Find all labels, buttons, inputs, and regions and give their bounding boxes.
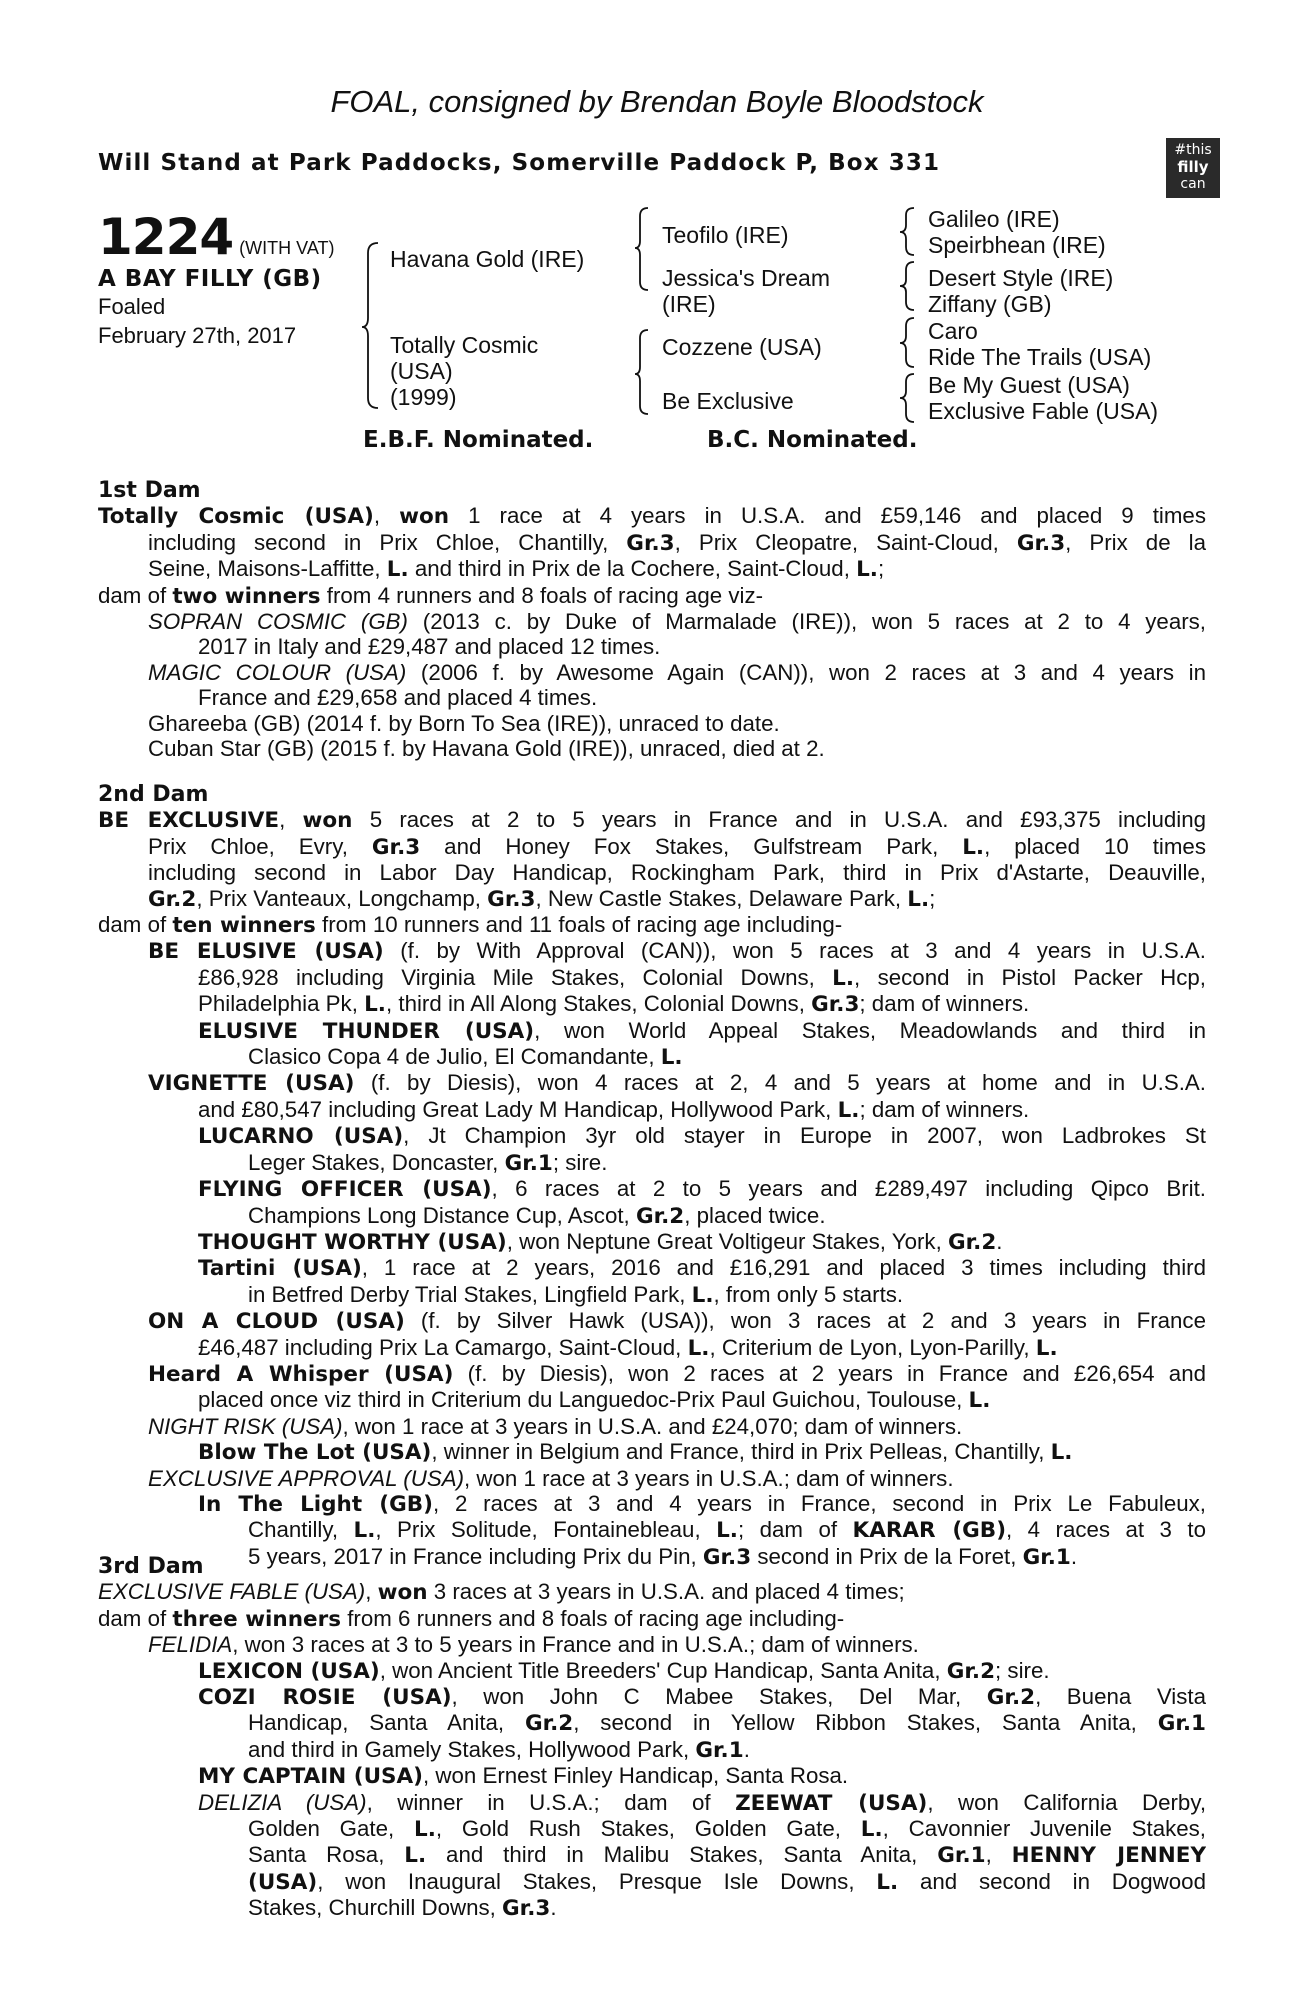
progeny-record: , winner in Belgium and France, third in Prix Pelleas, Chantilly, — [431, 1439, 1051, 1465]
vat-label: (WITH VAT) — [239, 238, 335, 258]
grade-label: Gr.3 — [811, 992, 860, 1018]
section-heading: 1st Dam — [98, 478, 201, 503]
progeny-record: (f. by Diesis), won 2 races at 2 years in France and £26,654 and — [453, 1360, 1206, 1386]
dam-name — [390, 332, 538, 410]
progeny-record: Leger Stakes, Doncaster, — [248, 1149, 505, 1175]
progeny-record: and second in Dogwood — [898, 1868, 1206, 1894]
race-record: , Prix de la — [1065, 529, 1206, 555]
progeny-record: , won Ancient Title Breeders' Cup Handicap, Santa Anita, — [379, 1657, 947, 1683]
listed-label: L. — [691, 1282, 714, 1308]
race-record: 3 races at 3 years in U.S.A. and placed 4 times; — [427, 1579, 905, 1605]
race-record: , placed 10 times — [984, 833, 1206, 859]
progeny-record: (2013 c. by Duke of Marmalade (IRE)), won 5 races at 2 to 4 years, — [407, 609, 1206, 635]
gen3-ancestor: Ziffany (GB) — [928, 291, 1052, 317]
progeny-record: , won 3 races at 3 to 5 years in France and in U.S.A.; dam of winners. — [232, 1632, 919, 1658]
listed-label: L. — [1050, 1440, 1073, 1466]
listed-label: L. — [404, 1843, 427, 1869]
progeny-name: EXCLUSIVE APPROVAL (USA) — [148, 1465, 464, 1491]
progeny-name: In The Light (GB) — [198, 1491, 433, 1517]
progeny-record: , won California Derby, — [927, 1789, 1206, 1815]
stand-location: Will Stand at Park Paddocks, Somerville Paddock P, Box 331 — [98, 150, 941, 176]
grade-label: Gr.2 — [986, 1685, 1036, 1711]
progeny-record: , won John C Mabee Stakes, Del Mar, — [451, 1684, 987, 1710]
ebf-nominated: E.B.F. Nominated. — [363, 427, 594, 453]
listed-label: L. — [860, 1817, 883, 1843]
progeny-name: VIGNETTE (USA) — [148, 1071, 355, 1097]
produce-summary: from 6 runners and 8 foals of racing age including- — [341, 1605, 845, 1631]
progeny-record: 2017 in Italy and £29,487 and placed 12 times. — [198, 634, 661, 660]
progeny-record: , Cavonnier Juvenile Stakes, — [882, 1816, 1206, 1842]
grade-label: Gr.3 — [702, 1544, 752, 1570]
progeny-name: (USA) — [248, 1869, 318, 1895]
progeny-record: and third in Gamely Stakes, Hollywood Park, — [248, 1736, 696, 1762]
progeny-record: , won Neptune Great Voltigeur Stakes, York, — [506, 1228, 948, 1254]
progeny-record: Stakes, Churchill Downs, — [248, 1895, 503, 1921]
gen3-ancestor: Ride The Trails (USA) — [928, 344, 1152, 370]
catalogue-heading: FOAL, consigned by Brendan Boyle Bloodstock — [330, 84, 984, 119]
race-record: including second in Labor Day Handicap, Rockingham Park, third in Prix d'Astarte, Deauville, — [148, 860, 1206, 886]
progeny-name: KARAR (GB) — [852, 1518, 1007, 1544]
progeny-record: ; dam of winners. — [859, 991, 1030, 1017]
sire-dam-line: (IRE) — [662, 291, 716, 317]
progeny-record: , 4 races at 3 to — [1006, 1517, 1206, 1543]
progeny-record: £86,928 including Virginia Mile Stakes, Colonial Downs, — [198, 964, 833, 990]
listed-label: L. — [1035, 1335, 1058, 1361]
progeny-name: HENNY JENNEY — [1011, 1843, 1206, 1869]
race-record: ; — [929, 885, 936, 911]
listed-label: L. — [386, 557, 409, 583]
grade-label: Gr.3 — [1016, 530, 1066, 556]
winners-count: two winners — [172, 583, 321, 609]
progeny-record: , 6 races at 2 to 5 years and £289,497 including Qipco Brit. — [491, 1176, 1206, 1202]
progeny-record: , second in Yellow Ribbon Stakes, Santa Anita, — [573, 1710, 1158, 1736]
listed-label: L. — [687, 1335, 710, 1361]
section-heading: 2nd Dam — [98, 782, 209, 807]
progeny-name: Heard A Whisper (USA) — [148, 1361, 454, 1387]
horse-name: A BAY FILLY (GB) — [98, 266, 322, 292]
badge-line: #this — [1174, 142, 1212, 158]
progeny-name: BE ELUSIVE (USA) — [148, 939, 384, 965]
progeny-record: . — [996, 1228, 1003, 1254]
progeny-record: , won Inaugural Stakes, Presque Isle Downs, — [317, 1868, 877, 1894]
sire-dam — [662, 265, 830, 317]
dam-name: Totally Cosmic (USA) — [98, 504, 374, 530]
listed-label: L. — [962, 834, 985, 860]
progeny-record: Philadelphia Pk, — [198, 991, 365, 1017]
dam-sire: Cozzene (USA) — [662, 334, 822, 360]
progeny-name: Blow The Lot (USA) — [198, 1440, 432, 1466]
third-dam-section: 3rd Dam EXCLUSIVE FABLE (USA), won 3 races at 3 years in U.S.A. and placed 4 times; dam of three winners from 6 runners and 8 foals of racing age including- FELIDIA, won 3 races at 3 to 5 years in France and in U.S.A.; dam of winners. LEXICON (USA), won Ancient Title Breeders' Cup Handicap, Santa Anita, Gr.2; sire. COZI ROSIE (USA), won John C Mabee Stakes, Del Mar, Gr.2, Buena Vista Handicap, Santa Anita, Gr.2, second in Yellow Ribbon Stakes, Santa Anita, Gr.1 and third in Gamely Stakes, Hollywood Park, Gr.1. MY CAPTAIN (USA), won Ernest Finley Handicap, Santa Rosa. DELIZIA (USA), winner in U.S.A.; dam of ZEEWAT (USA), won California Derby, Golden Gate, L., Gold Rush Stakes, Golden Gate, L., Cavonnier Juvenile Stakes, Santa Rosa, L. and third in Malibu Stakes, Santa Anita, Gr.1, HENNY JENNEY (USA), won Inaugural Stakes, Presque Isle Downs, L. and second in Dogwood Stakes, Churchill Downs, Gr.3. — [98, 1554, 1206, 1922]
progeny-record: , Prix Solitude, Fontainebleau, — [375, 1517, 717, 1543]
progeny-name: FLYING OFFICER (USA) — [198, 1177, 492, 1203]
progeny-record: . — [743, 1736, 750, 1762]
section-heading: 3rd Dam — [98, 1554, 204, 1579]
progeny-record: second in Prix de la Foret, — [751, 1543, 1023, 1569]
dam-name-line: Totally Cosmic — [390, 332, 539, 358]
race-record: , Prix Cleopatre, Saint-Cloud, — [674, 529, 1017, 555]
race-record: including second in Prix Chloe, Chantilly, — [148, 529, 627, 555]
gen3-ancestor: Be My Guest (USA) — [928, 372, 1130, 398]
grade-label: Gr.2 — [524, 1711, 574, 1737]
progeny-record: and third in Malibu Stakes, Santa Anita, — [426, 1842, 938, 1868]
grade-label: Gr.1 — [1157, 1711, 1206, 1737]
winners-count: ten winners — [172, 913, 316, 939]
race-record: , Prix Vanteaux, Longchamp, — [196, 885, 488, 911]
progeny-record: , Gold Rush Stakes, Golden Gate, — [435, 1816, 861, 1842]
progeny-record: Champions Long Distance Cup, Ascot, — [248, 1202, 636, 1228]
grade-label: Gr.3 — [502, 1896, 551, 1922]
listed-label: L. — [353, 1518, 376, 1544]
listed-label: L. — [968, 1388, 991, 1414]
sire-sire: Teofilo (IRE) — [662, 222, 789, 248]
gen3-ancestor: Desert Style (IRE) — [928, 265, 1114, 291]
progeny-record: (f. by Diesis), won 4 races at 2, 4 and 5 years at home and in U.S.A. — [354, 1070, 1206, 1096]
progeny-record: France and £29,658 and placed 4 times. — [198, 685, 598, 711]
progeny-record: ; sire. — [995, 1657, 1050, 1683]
listed-label: L. — [716, 1518, 738, 1544]
race-record: Seine, Maisons-Laffitte, — [148, 556, 387, 582]
grade-label: Gr.2 — [946, 1658, 996, 1684]
produce-summary: dam of — [98, 582, 173, 608]
listed-label: L. — [856, 557, 878, 583]
badge-line: filly — [1177, 158, 1209, 176]
race-record: 1 race at 4 years in U.S.A. and £59,146 and placed 9 times — [449, 503, 1206, 529]
progeny-record: (f. by Silver Hawk (USA)), won 3 races at 2 and 3 years in France — [404, 1308, 1206, 1334]
progeny-record: Cuban Star (GB) (2015 f. by Havana Gold (IRE)), unraced, died at 2. — [148, 736, 825, 762]
listed-label: L. — [907, 886, 930, 912]
progeny-record: , won World Appeal Stakes, Meadowlands and third in — [534, 1017, 1206, 1043]
progeny-record: ; dam of — [737, 1517, 853, 1543]
progeny-record: , won 1 race at 3 years in U.S.A. and £24,070; dam of winners. — [342, 1413, 963, 1439]
grade-label: Gr.2 — [947, 1229, 997, 1255]
progeny-name: SOPRAN COSMIC (GB) — [148, 609, 408, 635]
progeny-record: placed once viz third in Criterium du Languedoc-Prix Paul Guichou, Toulouse, — [198, 1387, 969, 1413]
progeny-record: , winner in U.S.A.; dam of — [366, 1789, 736, 1815]
dam-name-line: (USA) — [390, 358, 453, 384]
progeny-record: , Criterium de Lyon, Lyon-Parilly, — [709, 1334, 1036, 1360]
dam-name-line: (1999) — [390, 384, 457, 410]
progeny-record: , third in All Along Stakes, Colonial Downs, — [385, 991, 812, 1017]
dam-name: EXCLUSIVE FABLE (USA) — [98, 1579, 366, 1605]
produce-summary: from 10 runners and 11 foals of racing age including- — [315, 912, 843, 938]
gen3-ancestor: Exclusive Fable (USA) — [928, 398, 1159, 424]
grade-label: Gr.1 — [695, 1737, 744, 1763]
gen3-ancestor: Caro — [928, 318, 978, 344]
first-dam-section: 1st Dam Totally Cosmic (USA), won 1 race at 4 years in U.S.A. and £59,146 and placed 9 times including second in Prix Chloe, Chantilly, Gr.3, Prix Cleopatre, Saint-Cloud, Gr.3, Prix de la Seine, Maisons-Laffitte, L. and third in Prix de la Cochere, Saint-Cloud, L.; dam of two winners from 4 runners and 8 foals of racing age viz- SOPRAN COSMIC (GB) (2013 c. by Duke of Marmalade (IRE)), won 5 races at 2 to 4 years, 2017 in Italy and £29,487 and placed 12 times. MAGIC COLOUR (USA) (2006 f. by Awesome Again (CAN)), won 2 races at 3 and 4 years in France and £29,658 and placed 4 times. Ghareeba (GB) (2014 f. by Born To Sea (IRE)), unraced to date. Cuban Star (GB) (2015 f. by Havana Gold (IRE)), unraced, died at 2. — [98, 478, 1206, 762]
progeny-record: , Buena Vista — [1035, 1684, 1206, 1710]
progeny-name: ON A CLOUD (USA) — [148, 1309, 405, 1335]
progeny-record: £46,487 including Prix La Camargo, Saint-Cloud, — [198, 1334, 688, 1360]
listed-label: L. — [660, 1045, 683, 1071]
grade-label: Gr.3 — [487, 886, 536, 912]
listed-label: L. — [837, 1097, 860, 1123]
progeny-record: and £80,547 including Great Lady M Handicap, Hollywood Park, — [198, 1096, 838, 1122]
progeny-record: , second in Pistol Packer Hcp, — [854, 964, 1206, 990]
progeny-name: LEXICON (USA) — [198, 1658, 380, 1684]
progeny-name: MAGIC COLOUR (USA) — [148, 659, 407, 685]
progeny-name: THOUGHT WORTHY (USA) — [198, 1229, 507, 1255]
progeny-record: Chantilly, — [248, 1517, 354, 1543]
progeny-name: FELIDIA — [148, 1632, 233, 1658]
winners-count: three winners — [172, 1606, 342, 1632]
bc-nominated: B.C. Nominated. — [707, 427, 918, 453]
progeny-record: (f. by With Approval (CAN)), won 5 races at 3 and 4 years in U.S.A. — [383, 938, 1206, 964]
grade-label: Gr.3 — [626, 530, 675, 556]
race-record: Prix Chloe, Evry, — [148, 833, 372, 859]
progeny-record: ; sire. — [552, 1149, 608, 1175]
progeny-record: , won Ernest Finley Handicap, Santa Rosa. — [422, 1763, 849, 1789]
progeny-name: COZI ROSIE (USA) — [198, 1685, 452, 1711]
listed-label: L. — [832, 965, 855, 991]
grade-label: Gr.1 — [1022, 1544, 1071, 1570]
progeny-name: Tartini (USA) — [198, 1256, 362, 1282]
lot-number: 1224 — [98, 208, 234, 266]
progeny-record: Ghareeba (GB) (2014 f. by Born To Sea (IRE)), unraced to date. — [148, 710, 780, 736]
progeny-record: . — [550, 1895, 557, 1921]
progeny-record: in Betfred Derby Trial Stakes, Lingfield Park, — [248, 1281, 692, 1307]
grade-label: Gr.2 — [148, 886, 197, 912]
sire-dam-line: Jessica's Dream — [662, 265, 830, 291]
produce-summary: from 4 runners and 8 foals of racing age viz- — [320, 582, 764, 608]
produce-summary: dam of — [98, 912, 173, 938]
sire-name: Havana Gold (IRE) — [390, 246, 585, 272]
progeny-record: ; dam of winners. — [859, 1096, 1030, 1122]
progeny-record: , placed twice. — [684, 1202, 826, 1228]
progeny-record: (2006 f. by Awesome Again (CAN)), won 2 races at 3 and 4 years in — [406, 659, 1206, 685]
grade-label: Gr.2 — [635, 1203, 685, 1229]
won-label: won — [399, 504, 450, 530]
produce-summary: dam of — [98, 1605, 173, 1631]
grade-label: Gr.1 — [937, 1843, 986, 1869]
grade-label: Gr.1 — [504, 1150, 553, 1176]
race-record: and Honey Fox Stakes, Gulfstream Park, — [420, 833, 963, 859]
progeny-record: , — [985, 1842, 1012, 1868]
gen3-ancestor: Speirbhean (IRE) — [928, 232, 1106, 258]
progeny-record: , from only 5 starts. — [713, 1281, 904, 1307]
progeny-record: Santa Rosa, — [248, 1842, 405, 1868]
race-record: ; — [877, 556, 885, 582]
listed-label: L. — [876, 1869, 899, 1895]
progeny-record: , 1 race at 2 years, 2016 and £16,291 and placed 3 times including third — [361, 1255, 1206, 1281]
listed-label: L. — [364, 992, 386, 1018]
progeny-record: Golden Gate, — [248, 1816, 415, 1842]
progeny-name: DELIZIA (USA) — [198, 1789, 367, 1815]
dam-dam: Be Exclusive — [662, 388, 794, 414]
progeny-record: . — [1070, 1543, 1078, 1569]
progeny-record: , won 1 race at 3 years in U.S.A.; dam of winners. — [464, 1465, 954, 1491]
progeny-record: , 2 races at 3 and 4 years in France, second in Prix Le Fabuleux, — [432, 1490, 1206, 1516]
dam-name: BE EXCLUSIVE — [98, 808, 280, 834]
badge-line: can — [1180, 176, 1206, 192]
progeny-record: 5 years, 2017 in France including Prix du Pin, — [248, 1543, 703, 1569]
progeny-record: Handicap, Santa Anita, — [248, 1710, 525, 1736]
won-label: won — [377, 1580, 428, 1606]
second-dam-section: 2nd Dam BE EXCLUSIVE, won 5 races at 2 to 5 years in France and in U.S.A. and £93,375 including Prix Chloe, Evry, Gr.3 and Honey Fox Stakes, Gulfstream Park, L., placed 10 times including second in Labor Day Handicap, Rockingham Park, third in Prix d'Astarte, Deauville, Gr.2, Prix Vanteaux, Longchamp, Gr.3, New Castle Stakes, Delaware Park, L.; dam of ten winners from 10 runners and 11 foals of racing age including- BE ELUSIVE (USA) (f. by With Approval (CAN)), won 5 races at 3 and 4 years in U.S.A. £86,928 including Virginia Mile Stakes, Colonial Downs, L., second in Pistol Packer Hcp, Philadelphia Pk, L., third in All Along Stakes, Colonial Downs, Gr.3; dam of winners. ELUSIVE THUNDER (USA), won World Appeal Stakes, Meadowlands and third in Clasico Copa 4 de Julio, El Comandante, L. VIGNETTE (USA) (f. by Diesis), won 4 races at 2, 4 and 5 years at home and in U.S.A. and £80,547 including Great Lady M Handicap, Hollywood Park, L.; dam of winners. LUCARNO (USA), Jt Champion 3yr old stayer in Europe in 2007, won Ladbrokes St Leger Stakes, Doncaster, Gr.1; sire. FLYING OFFICER (USA), 6 races at 2 to 5 years and £289,497 including Qipco Brit. Champions Long Distance Cup, Ascot, Gr.2, placed twice. THOUGHT WORTHY (USA), won Neptune Great Voltigeur Stakes, York, Gr.2. Tartini (USA), 1 race at 2 years, 2016 and £16,291 and placed 3 times including third in Betfred Derby Trial Stakes, Lingfield Park, L., from only 5 starts. ON A CLOUD (USA) (f. by Silver Hawk (USA)), won 3 races at 2 and 3 years in France £46,487 including Prix La Camargo, Saint-Cloud, L., Criterium de Lyon, Lyon-Parilly, L. Heard A Whisper (USA) (f. by Diesis), won 2 races at 2 years in France and £26,654 and placed once viz third in Criterium du Languedoc-Prix Paul Guichou, Toulouse, L. NIGHT RISK (USA), won 1 race at 3 years in U.S.A. and £24,070; dam of winners. Blow The Lot (USA), winner in Belgium and France, third in Prix Pelleas, Chantilly, L. EXCLUSIVE APPROVAL (USA), won 1 race at 3 years in U.S.A.; dam of winners. In The Light (GB), 2 races at 3 and 4 years in France, second in Prix Le Fabuleux, Chantilly, L., Prix Solitude, Fontainebleau, L.; dam of KARAR (GB), 4 races at 3 to 5 years, 2017 in France including Prix du Pin, Gr.3 second in Prix de la Foret, Gr.1. — [98, 782, 1206, 1570]
progeny-name: ZEEWAT (USA) — [735, 1790, 928, 1816]
foaled-label: Foaled — [98, 294, 166, 319]
race-record: 5 races at 2 to 5 years in France and in U.S.A. and £93,375 including — [352, 807, 1206, 833]
progeny-record: , Jt Champion 3yr old stayer in Europe in 2007, won Ladbrokes St — [403, 1123, 1206, 1149]
race-record: , New Castle Stakes, Delaware Park, — [535, 885, 908, 911]
progeny-record: Clasico Copa 4 de Julio, El Comandante, — [248, 1044, 661, 1070]
gen3-ancestor: Galileo (IRE) — [928, 206, 1060, 232]
listed-label: L. — [414, 1817, 436, 1843]
progeny-name: NIGHT RISK (USA) — [148, 1413, 343, 1439]
foaled-date: February 27th, 2017 — [98, 323, 297, 348]
progeny-name: LUCARNO (USA) — [198, 1124, 404, 1150]
won-label: won — [302, 808, 353, 834]
race-record: and third in Prix de la Cochere, Saint-Cloud, — [408, 556, 857, 582]
progeny-name: MY CAPTAIN (USA) — [198, 1764, 423, 1790]
grade-label: Gr.3 — [371, 834, 421, 860]
progeny-name: ELUSIVE THUNDER (USA) — [198, 1018, 535, 1044]
